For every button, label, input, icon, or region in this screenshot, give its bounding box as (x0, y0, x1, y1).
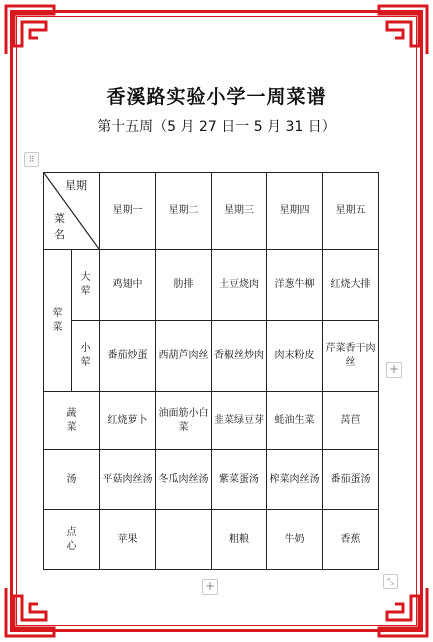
cell-small-meat-wednesday[interactable]: 香椒丝炒肉 (212, 321, 267, 392)
cell-soup-monday[interactable]: 平菇肉丝汤 (100, 450, 156, 510)
corner-ornament-top-left (2, 2, 58, 58)
table-row-vegetable (44, 392, 379, 450)
cell-small-meat-tuesday[interactable]: 西葫芦肉丝 (156, 321, 212, 392)
category-snack-label[interactable]: 点 心 (44, 510, 100, 570)
cell-big-meat-friday[interactable]: 红烧大排 (323, 250, 379, 321)
table-row-soup (44, 450, 379, 510)
cell-snack-wednesday[interactable]: 粗粮 (212, 510, 267, 570)
cell-vegetable-monday[interactable]: 红烧萝卜 (100, 392, 156, 450)
header-day-friday[interactable]: 星期五 (323, 173, 379, 250)
cell-vegetable-thursday[interactable]: 蚝油生菜 (267, 392, 323, 450)
header-day-monday[interactable]: 星期一 (100, 173, 156, 250)
cell-big-meat-thursday[interactable]: 洋葱牛柳 (267, 250, 323, 321)
table-row-small-meat (44, 321, 379, 392)
header-day-thursday[interactable]: 星期四 (267, 173, 323, 250)
page-title: 香溪路实验小学一周菜谱 (106, 86, 327, 108)
cell-big-meat-monday[interactable]: 鸡翅中 (100, 250, 156, 321)
table-row-snack (44, 510, 379, 570)
header-day-tuesday[interactable]: 星期二 (156, 173, 212, 250)
corner-ornament-bottom-left (2, 584, 58, 640)
cell-soup-tuesday[interactable]: 冬瓜肉丝汤 (156, 450, 212, 510)
cell-soup-thursday[interactable]: 榨菜肉丝汤 (267, 450, 323, 510)
header-corner-dish-label: 菜 名 (54, 212, 65, 241)
subcategory-small-meat-label[interactable]: 小 荤 (72, 321, 100, 392)
table-move-handle-icon[interactable]: ⠿ (24, 152, 39, 167)
cell-snack-tuesday[interactable] (156, 510, 212, 570)
category-meat-label[interactable]: 荤 菜 (44, 250, 72, 392)
cell-small-meat-friday[interactable]: 芹菜香干肉丝 (323, 321, 379, 392)
table-row-header (44, 173, 379, 250)
category-soup-label[interactable]: 汤 (44, 450, 100, 510)
add-column-button[interactable]: + (386, 362, 402, 378)
header-corner-cell[interactable] (44, 173, 100, 250)
cell-vegetable-wednesday[interactable]: 韭菜绿豆芽 (212, 392, 267, 450)
cell-snack-friday[interactable]: 香蕉 (323, 510, 379, 570)
cell-vegetable-tuesday[interactable]: 油面筋小白菜 (156, 392, 212, 450)
cell-big-meat-tuesday[interactable]: 肋排 (156, 250, 212, 321)
weekly-menu-table (43, 172, 379, 570)
subcategory-big-meat-label[interactable]: 大 荤 (72, 250, 100, 321)
table-resize-handle-icon[interactable]: ⤡ (383, 574, 398, 589)
corner-ornament-top-right (375, 2, 431, 58)
cell-soup-friday[interactable]: 番茄蛋汤 (323, 450, 379, 510)
cell-small-meat-monday[interactable]: 番茄炒蛋 (100, 321, 156, 392)
corner-ornament-bottom-right (375, 584, 431, 640)
add-row-button[interactable]: + (202, 579, 218, 595)
category-vegetable-label[interactable]: 蔬 菜 (44, 392, 100, 450)
header-corner-weekday-label: 星期 (65, 179, 87, 192)
header-day-wednesday[interactable]: 星期三 (212, 173, 267, 250)
cell-snack-monday[interactable]: 苹果 (100, 510, 156, 570)
cell-vegetable-friday[interactable]: 莴苣 (323, 392, 379, 450)
table-row-big-meat (44, 250, 379, 321)
page-subtitle: 第十五周（5 月 27 日一 5 月 31 日） (97, 119, 336, 135)
cell-big-meat-wednesday[interactable]: 土豆烧肉 (212, 250, 267, 321)
cell-soup-wednesday[interactable]: 紫菜蛋汤 (212, 450, 267, 510)
cell-snack-thursday[interactable]: 牛奶 (267, 510, 323, 570)
cell-small-meat-thursday[interactable]: 肉末粉皮 (267, 321, 323, 392)
